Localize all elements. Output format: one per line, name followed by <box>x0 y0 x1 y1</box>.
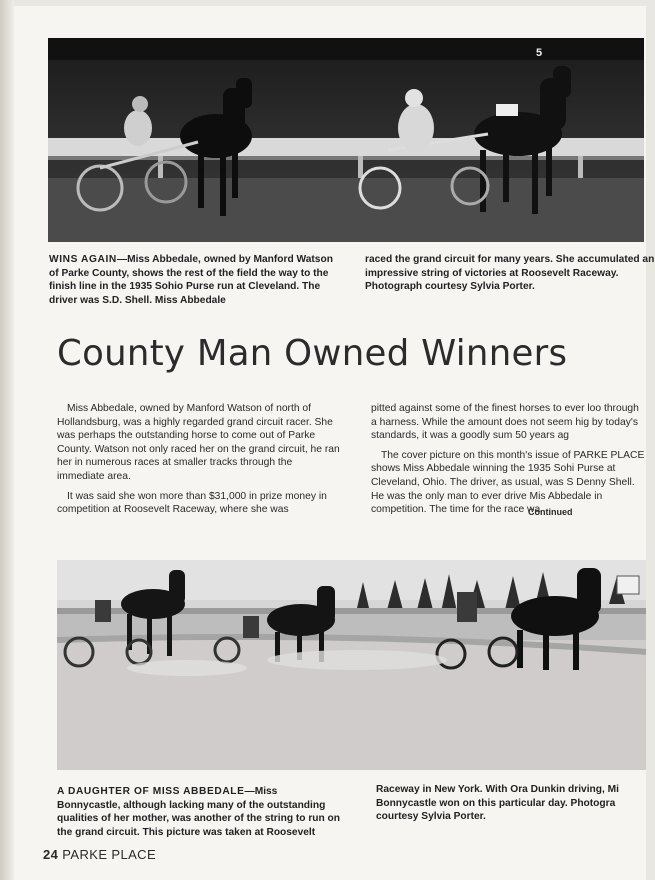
article-paragraph: It was said she won more than $31,000 in prize money in competition at Roosevelt Raceway, where she was <box>57 490 327 516</box>
horse-bib-number: 5 <box>536 47 543 59</box>
top-race-photo <box>48 38 644 242</box>
bottom-caption-right-text: Raceway in New York. With Ora Dunkin driving, Mi Bonnycastle won on this particular day. Photogra courtesy Sylvia Porter. <box>376 784 619 823</box>
top-caption-left <box>49 253 333 307</box>
article-headline: County Man Owned Winners <box>57 333 568 374</box>
article-paragraph: pitted against some of the finest horses to ever loo through a harness. While the amount does not seem hig by today's standards, it was a goodly sum 50 years ag <box>371 403 639 442</box>
publication-name: PARKE PLACE <box>62 847 157 862</box>
article-paragraph: The cover picture on this month's issue of PARKE PLACE shows Miss Abbedale winning the 1935 Sohi Purse at Cleveland, Ohio. The driver, as usual, was S Denny Shell. He was the only man to ever drive Mis Abbedale in competition. The time for the race wa <box>371 449 645 516</box>
page-binding-edge <box>0 0 14 880</box>
continued-label: Continued <box>528 507 573 517</box>
page-footer <box>43 847 156 862</box>
article-paragraph: Miss Abbedale, owned by Manford Watson of north of Hollandsburg, was a highly regarded grand circuit racer. She was perhaps the outstanding horse to come out of Parke County. Watson not only raced her on the grand circuit, he ran her in numerous races at smaller tracks through the immediate area. <box>57 403 340 482</box>
top-caption-lead: WINS AGAIN <box>49 254 117 265</box>
bottom-caption-right <box>376 783 646 824</box>
bottom-race-photo <box>57 560 646 770</box>
bottom-caption-left <box>57 785 341 839</box>
article-column-left <box>57 402 340 523</box>
bottom-caption-lead: A DAUGHTER OF MISS ABBEDALE <box>57 786 245 797</box>
page-number: 24 <box>43 847 59 862</box>
bottom-caption-text: —Miss Bonnycastle, although lacking many of the outstanding qualities of her mother, was another of the string to run on the grand circuit. This picture was taken at Roosevelt <box>57 786 341 838</box>
top-caption-text: —Miss Abbedale, owned by Manford Watson of Parke County, shows the rest of the field the way to the finish line in the 1935 Sohio Purse run at Cleveland. The driver was S.D. Shell. Miss Abbedale <box>49 254 333 306</box>
top-caption-right <box>365 253 655 294</box>
night-race-illustration <box>48 38 644 242</box>
top-caption-right-text: raced the grand circuit for many years. She accumulated an impressive string of victories at Roosevelt Raceway. Photograph courtesy Sylvia Porter. <box>365 254 655 293</box>
day-race-illustration <box>57 560 646 770</box>
